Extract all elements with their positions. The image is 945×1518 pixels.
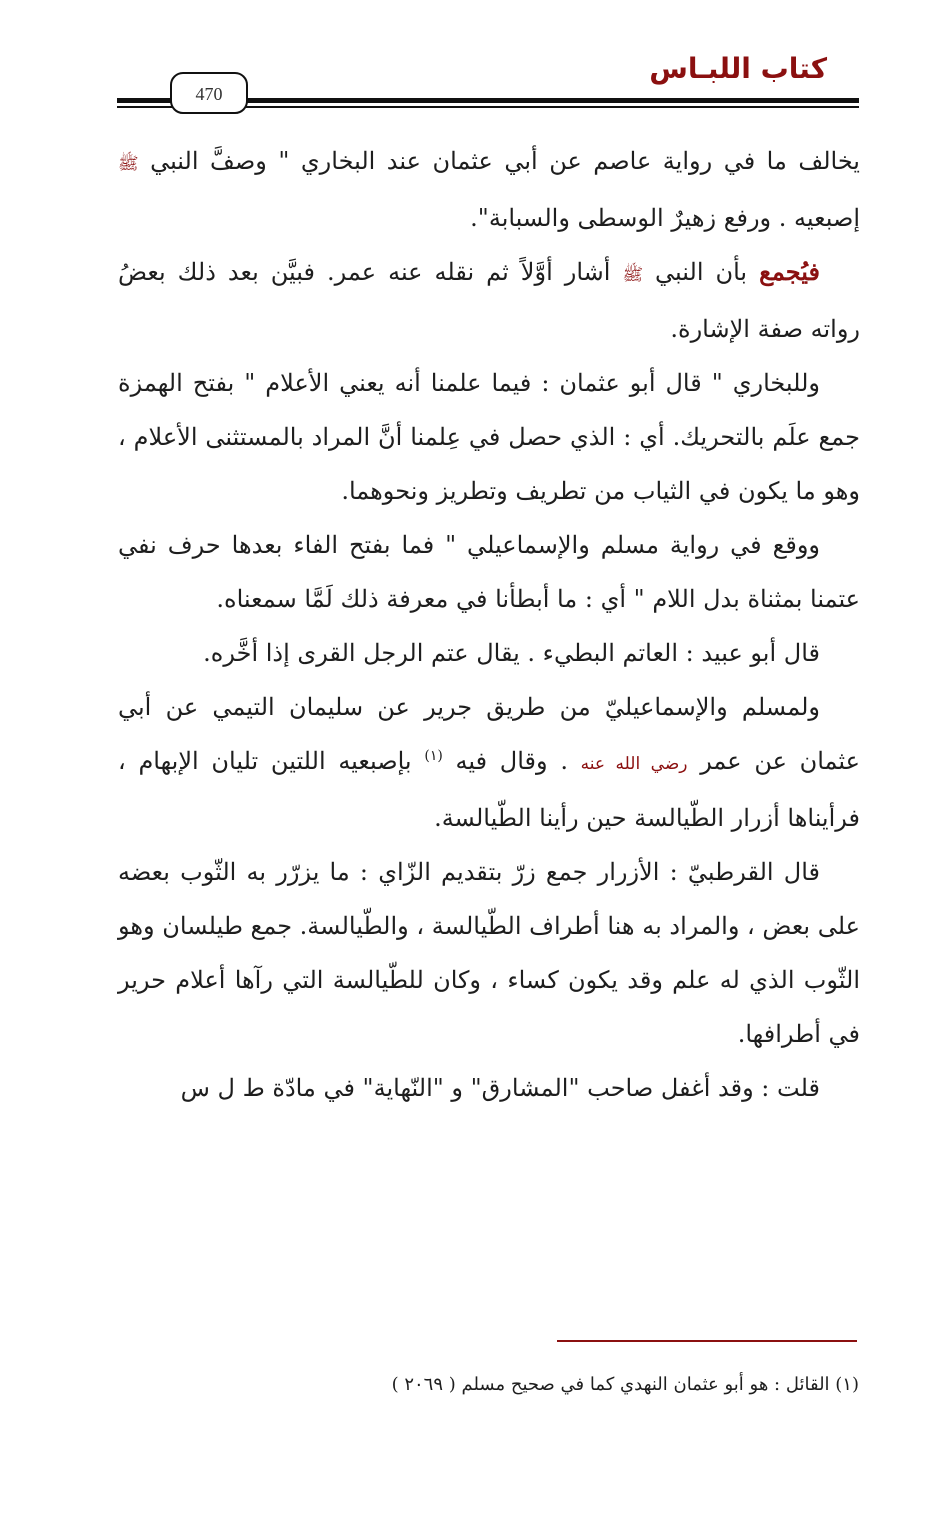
footnote-marker[interactable]: (١) xyxy=(424,748,443,764)
main-text xyxy=(118,134,860,1115)
salawat-glyph: ﷺ xyxy=(118,154,139,174)
paragraph-1-lead: يخالف ما في رواية عاصم عن أبي عثمان عند البخاري " وصفَّ النبي xyxy=(150,147,860,175)
paragraph-7: قال القرطبيّ : الأزرار جمع زرّ بتقديم الزّاي : ما يزرّر به الثّوب بعضه على بعض ، والمراد به هنا أطراف الطّيالسة ، والطّيالسة. جمع طيلسان وهو الثّوب الذي له علم وقد يكون كساء ، وكان للطّيالسة التي رآها أعلام حرير في أطرافها. xyxy=(118,858,860,1048)
salawat-glyph: ﷺ xyxy=(622,265,644,285)
keyword-reconcile: فيُجمع xyxy=(759,257,820,286)
paragraph-2-part2: أشار أوَّلاً ثم نقله عنه عمر. فبيَّن بعد ذلك بعضُ رواته صفة الإشارة. xyxy=(118,258,860,343)
radiyallah-glyph: رضي الله عنه xyxy=(580,754,688,774)
page-number-badge: 470 xyxy=(170,72,248,114)
paragraph-2-part1: بأن النبي xyxy=(643,258,748,286)
paragraph-6-part3: بإصبعيه اللتين تليان الإبهام ، فرأيناها أزرار الطّيالسة حين رأينا الطّيالسة. xyxy=(118,747,860,832)
paragraph-6-part2: . وقال فيه xyxy=(442,747,568,775)
paragraph-3: وللبخاري " قال أبو عثمان : فيما علمنا أنه يعني الأعلام " بفتح الهمزة جمع علَم بالتحريك. أي : الذي حصل في عِلمنا أنَّ المراد بالمستثنى الأعلام ، وهو ما يكون في الثياب من تطريف وتطريز ونحوهما. xyxy=(118,369,861,505)
paragraph-8: قلت : وقد أغفل صاحب "المشارق" و "النّهاية" في مادّة ط ل س xyxy=(180,1074,820,1102)
page-header xyxy=(0,0,945,120)
paragraph-6-part1: ولمسلم والإسماعيليّ من طريق جرير عن سليمان التيمي عن أبي عثمان عن عمر xyxy=(118,693,860,775)
paragraph-1 xyxy=(118,134,860,245)
paragraph-2 xyxy=(118,245,860,356)
paragraph-5: قال أبو عبيد : العاتم البطيء . يقال عتم الرجل القرى إذا أخَّره. xyxy=(203,639,820,667)
footnote: (١) القائل : هو أبو عثمان النهدي كما في صحيح مسلم ( ٢٠٦٩ ) xyxy=(391,1374,859,1395)
paragraph-1-tail: إصبعيه . ورفع زهيرٌ الوسطى والسبابة". xyxy=(470,204,860,232)
footnote-separator xyxy=(557,1340,857,1342)
paragraph-6 xyxy=(118,680,860,845)
book-title: كتاب اللبـاس xyxy=(649,52,827,85)
paragraph-4: ووقع في رواية مسلم والإسماعيلي " فما بفتح الفاء بعدها حرف نفي عتمنا بمثناة بدل اللام " أي : ما أبطأنا في معرفة ذلك لَمَّا سمعناه. xyxy=(118,531,860,613)
